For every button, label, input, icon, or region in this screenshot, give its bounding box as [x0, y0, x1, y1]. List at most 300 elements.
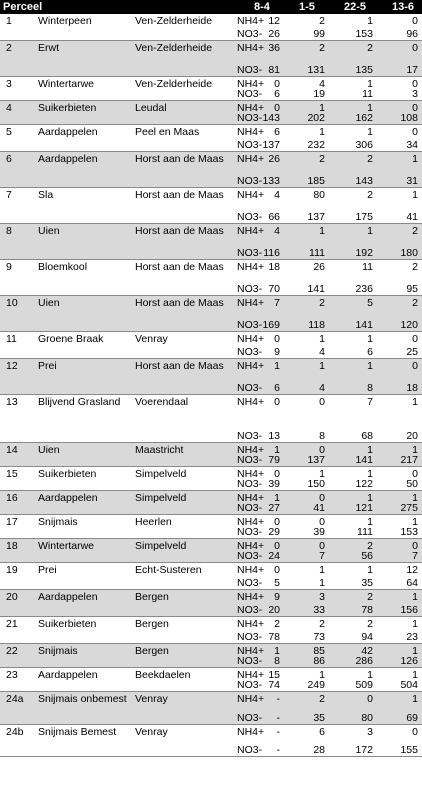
nh4-value: 0 — [367, 693, 373, 705]
row-location: Echt-Susteren — [135, 564, 202, 576]
no3-value: 202 — [307, 112, 325, 124]
no3-label: NO3- — [237, 346, 263, 358]
row-crop: Sla — [38, 189, 54, 201]
no3-value: 236 — [355, 283, 373, 295]
nh4-value: 1 — [319, 564, 325, 576]
no3-value: 7 — [412, 550, 418, 562]
nh4-value: 1 — [412, 153, 418, 165]
no3-value: 131 — [307, 64, 325, 76]
table-row — [0, 692, 422, 725]
no3-value: 41 — [313, 502, 325, 514]
row-location: Venray — [135, 333, 168, 345]
no3-label: NO3- — [237, 577, 263, 589]
no3-value: 3 — [412, 88, 418, 100]
no3-value: 50 — [406, 478, 418, 490]
nh4-value: 0 — [319, 444, 325, 456]
row-location: Venray — [135, 726, 168, 738]
row-location: Venray — [135, 693, 168, 705]
nh4-value: 12 — [268, 15, 280, 27]
table-row — [0, 332, 422, 359]
nh4-value: 1 — [367, 126, 373, 138]
nh4-value: 2 — [367, 540, 373, 552]
no3-value: 153 — [355, 28, 373, 40]
table-row — [0, 668, 422, 692]
nh4-label: NH4+ — [237, 726, 265, 738]
no3-value: 68 — [361, 430, 373, 442]
nh4-label: NH4+ — [237, 126, 265, 138]
table-row — [0, 563, 422, 590]
no3-value: 56 — [361, 550, 373, 562]
row-location: Beekdaelen — [135, 669, 191, 681]
no3-value: 99 — [313, 28, 325, 40]
nh4-value: 2 — [274, 618, 280, 630]
no3-label: NO3- — [237, 478, 263, 490]
nh4-value: 1 — [367, 15, 373, 27]
nh4-value: 1 — [274, 492, 280, 504]
row-number: 2 — [6, 42, 12, 54]
no3-value: 232 — [307, 139, 325, 151]
no3-value: 1 — [319, 577, 325, 589]
nh4-value: 2 — [319, 42, 325, 54]
nh4-value: - — [276, 693, 280, 705]
nh4-value: 1 — [367, 78, 373, 90]
no3-value: 81 — [268, 64, 280, 76]
no3-value: 137 — [307, 211, 325, 223]
nh4-value: 85 — [313, 645, 325, 657]
no3-value: 126 — [400, 655, 418, 667]
nh4-value: 2 — [412, 225, 418, 237]
header-col-3: 22-5 — [344, 1, 367, 13]
table-row — [0, 260, 422, 296]
table-row — [0, 359, 422, 395]
no3-value: 137 — [307, 454, 325, 466]
nh4-label: NH4+ — [237, 693, 265, 705]
no3-value: 306 — [355, 139, 373, 151]
row-location: Ven-Zelderheide — [135, 42, 213, 54]
no3-value: 4 — [319, 346, 325, 358]
no3-label: NO3- — [237, 211, 263, 223]
nh4-value: 2 — [367, 189, 373, 201]
nh4-value: 0 — [274, 102, 280, 114]
nh4-value: 7 — [274, 297, 280, 309]
row-crop: Aardappelen — [38, 126, 98, 138]
nh4-label: NH4+ — [237, 396, 265, 408]
row-crop: Suikerbieten — [38, 468, 97, 480]
nh4-value: 0 — [412, 78, 418, 90]
no3-value: 169 — [262, 319, 280, 331]
row-crop: Wintertarwe — [38, 540, 95, 552]
no3-value: 180 — [400, 247, 418, 259]
no3-value: 150 — [307, 478, 325, 490]
nh4-value: 2 — [367, 42, 373, 54]
nh4-value: 1 — [367, 444, 373, 456]
nh4-label: NH4+ — [237, 564, 265, 576]
no3-label: NO3- — [237, 655, 263, 667]
no3-value: 118 — [308, 319, 325, 331]
row-crop: Uien — [38, 225, 60, 237]
no3-label: NO3- — [237, 88, 263, 100]
header-col-2: 1-5 — [299, 1, 315, 13]
row-crop: Snijmais — [38, 645, 78, 657]
no3-value: 133 — [262, 175, 280, 187]
no3-label: NO3- — [237, 679, 263, 691]
no3-value: 153 — [400, 526, 418, 538]
no3-value: 172 — [355, 744, 373, 756]
row-crop: Snijmais onbemest — [38, 693, 127, 705]
nh4-value: 4 — [274, 225, 280, 237]
no3-value: 13 — [268, 430, 280, 442]
row-location: Horst aan de Maas — [135, 189, 224, 201]
table-row — [0, 443, 422, 467]
nh4-value: 1 — [319, 333, 325, 345]
nh4-label: NH4+ — [237, 645, 265, 657]
nh4-label: NH4+ — [237, 261, 265, 273]
row-number: 17 — [6, 516, 18, 528]
row-number: 22 — [6, 645, 18, 657]
nh4-label: NH4+ — [237, 189, 265, 201]
nh4-value: 1 — [319, 468, 325, 480]
row-location: Maastricht — [135, 444, 184, 456]
nh4-value: 2 — [412, 297, 418, 309]
row-location: Horst aan de Maas — [135, 261, 224, 273]
row-location: Voerendaal — [135, 396, 189, 408]
row-number: 13 — [6, 396, 18, 408]
no3-value: 155 — [400, 744, 418, 756]
row-location: Horst aan de Maas — [135, 360, 224, 372]
header-col-1: 8-4 — [254, 1, 270, 13]
no3-value: 162 — [355, 112, 373, 124]
row-number: 7 — [6, 189, 12, 201]
nh4-value: 0 — [274, 516, 280, 528]
row-location: Bergen — [135, 591, 169, 603]
no3-value: 29 — [268, 526, 280, 538]
no3-value: 86 — [313, 655, 325, 667]
no3-value: 122 — [355, 478, 373, 490]
no3-value: - — [276, 712, 280, 724]
row-crop: Wintertarwe — [38, 78, 95, 90]
no3-value: 73 — [313, 631, 325, 643]
nh4-value: 1 — [412, 516, 418, 528]
nh4-label: NH4+ — [237, 225, 265, 237]
table-row — [0, 101, 422, 125]
nh4-value: 1 — [274, 444, 280, 456]
row-crop: Suikerbieten — [38, 102, 97, 114]
no3-value: 66 — [268, 211, 280, 223]
no3-label: NO3- — [237, 112, 263, 124]
nh4-value: 0 — [274, 78, 280, 90]
no3-value: 96 — [406, 28, 418, 40]
nh4-value: 1 — [367, 468, 373, 480]
no3-value: 5 — [274, 577, 280, 589]
nh4-label: NH4+ — [237, 540, 265, 552]
nh4-label: NH4+ — [237, 516, 265, 528]
row-number: 15 — [6, 468, 18, 480]
nh4-value: 26 — [268, 153, 280, 165]
row-number: 8 — [6, 225, 12, 237]
no3-value: 78 — [268, 631, 280, 643]
no3-value: 41 — [406, 211, 418, 223]
table-header — [0, 0, 422, 14]
no3-value: 175 — [355, 211, 373, 223]
no3-value: 286 — [355, 655, 373, 667]
no3-label: NO3- — [237, 139, 263, 151]
row-number: 3 — [6, 78, 12, 90]
table-row — [0, 125, 422, 152]
nh4-value: 1 — [274, 360, 280, 372]
no3-value: 34 — [406, 139, 418, 151]
nh4-value: 1 — [319, 126, 325, 138]
no3-value: 94 — [361, 631, 373, 643]
nh4-value: 6 — [274, 126, 280, 138]
no3-value: 19 — [313, 88, 325, 100]
nh4-value: 9 — [274, 591, 280, 603]
no3-value: 7 — [319, 550, 325, 562]
row-crop: Groene Braak — [38, 333, 104, 345]
table-row — [0, 224, 422, 260]
row-location: Horst aan de Maas — [135, 297, 224, 309]
nh4-value: 2 — [319, 15, 325, 27]
no3-value: 156 — [400, 604, 418, 616]
nh4-label: NH4+ — [237, 618, 265, 630]
table-row — [0, 188, 422, 224]
no3-value: 192 — [355, 247, 373, 259]
no3-value: 249 — [307, 679, 325, 691]
no3-value: 509 — [355, 679, 373, 691]
row-location: Simpelveld — [135, 468, 187, 480]
no3-value: 64 — [406, 577, 418, 589]
table-row — [0, 515, 422, 539]
row-number: 6 — [6, 153, 12, 165]
nh4-value: 1 — [274, 645, 280, 657]
no3-label: NO3- — [237, 744, 263, 756]
nh4-label: NH4+ — [237, 78, 265, 90]
nh4-value: 4 — [274, 189, 280, 201]
nh4-value: 1 — [367, 225, 373, 237]
no3-value: 78 — [361, 604, 373, 616]
row-crop: Bloemkool — [38, 261, 88, 273]
nh4-value: 0 — [319, 396, 325, 408]
no3-value: 111 — [309, 247, 325, 259]
row-location: Bergen — [135, 645, 169, 657]
no3-value: 111 — [357, 526, 373, 538]
no3-value: 121 — [355, 502, 373, 514]
nh4-value: 1 — [412, 396, 418, 408]
no3-value: 141 — [355, 454, 373, 466]
no3-label: NO3- — [237, 430, 263, 442]
nh4-value: 2 — [367, 153, 373, 165]
table-row — [0, 644, 422, 668]
nh4-value: 0 — [412, 360, 418, 372]
row-number: 5 — [6, 126, 12, 138]
nh4-value: 2 — [412, 261, 418, 273]
row-number: 21 — [6, 618, 18, 630]
no3-value: 39 — [313, 526, 325, 538]
header-perceel: Perceel — [3, 1, 43, 13]
no3-label: NO3- — [237, 382, 263, 394]
nh4-value: 2 — [319, 693, 325, 705]
nh4-value: 3 — [319, 591, 325, 603]
no3-label: NO3- — [237, 550, 263, 562]
nh4-value: 18 — [268, 261, 280, 273]
table-row — [0, 77, 422, 101]
row-crop: Snijmais — [38, 516, 78, 528]
nh4-value: 1 — [412, 645, 418, 657]
nh4-value: 0 — [412, 468, 418, 480]
nh4-label: NH4+ — [237, 297, 265, 309]
table-row — [0, 296, 422, 332]
no3-value: 28 — [313, 744, 325, 756]
nh4-value: 1 — [412, 693, 418, 705]
row-number: 12 — [6, 360, 18, 372]
table-body — [0, 14, 422, 757]
row-crop: Snijmais Bemest — [38, 726, 117, 738]
no3-label: NO3- — [237, 454, 263, 466]
nh4-value: 42 — [361, 645, 373, 657]
no3-value: 27 — [268, 502, 280, 514]
no3-label: NO3- — [237, 28, 263, 40]
no3-value: 31 — [406, 175, 418, 187]
no3-value: 95 — [406, 283, 418, 295]
row-number: 24b — [6, 726, 24, 738]
nh4-value: 0 — [274, 540, 280, 552]
no3-value: 120 — [400, 319, 418, 331]
table-row — [0, 725, 422, 757]
no3-label: NO3- — [237, 283, 263, 295]
table-row — [0, 395, 422, 443]
nh4-label: NH4+ — [237, 15, 265, 27]
nh4-value: 1 — [412, 492, 418, 504]
row-number: 9 — [6, 261, 12, 273]
no3-label: NO3- — [237, 526, 263, 538]
no3-value: 108 — [400, 112, 418, 124]
nh4-value: 1 — [367, 516, 373, 528]
no3-label: NO3- — [237, 631, 263, 643]
nh4-value: 2 — [319, 618, 325, 630]
no3-value: 18 — [406, 382, 418, 394]
nh4-label: NH4+ — [237, 468, 265, 480]
table-row — [0, 539, 422, 563]
row-number: 24a — [6, 693, 24, 705]
no3-value: 26 — [268, 28, 280, 40]
row-crop: Winterpeen — [38, 15, 92, 27]
nh4-value: 1 — [367, 564, 373, 576]
row-crop: Aardappelen — [38, 669, 98, 681]
row-number: 14 — [6, 444, 18, 456]
table-row — [0, 41, 422, 77]
nh4-value: 1 — [412, 669, 418, 681]
row-location: Simpelveld — [135, 492, 187, 504]
nh4-value: 1 — [412, 591, 418, 603]
row-location: Peel en Maas — [135, 126, 200, 138]
nh4-value: 1 — [319, 225, 325, 237]
row-crop: Uien — [38, 297, 60, 309]
no3-value: 8 — [274, 655, 280, 667]
nh4-value: 1 — [412, 618, 418, 630]
no3-value: 80 — [361, 712, 373, 724]
nh4-value: 2 — [367, 618, 373, 630]
nh4-value: 0 — [412, 333, 418, 345]
no3-value: 35 — [361, 577, 373, 589]
table-row — [0, 617, 422, 644]
nh4-value: 0 — [412, 42, 418, 54]
nh4-value: 1 — [412, 189, 418, 201]
header-col-4: 13-6 — [392, 1, 415, 13]
nh4-value: 12 — [406, 564, 418, 576]
table-row — [0, 491, 422, 515]
row-location: Leudal — [135, 102, 167, 114]
row-number: 16 — [6, 492, 18, 504]
nh4-value: 7 — [367, 396, 373, 408]
nh4-value: 1 — [367, 492, 373, 504]
no3-value: 4 — [319, 382, 325, 394]
nh4-value: 1 — [367, 669, 373, 681]
no3-value: 143 — [262, 112, 280, 124]
nh4-value: 0 — [319, 492, 325, 504]
row-location: Horst aan de Maas — [135, 225, 224, 237]
row-crop: Blijvend Grasland — [38, 396, 121, 408]
no3-label: NO3- — [237, 502, 263, 514]
nh4-value: 1 — [367, 360, 373, 372]
row-number: 23 — [6, 669, 18, 681]
row-number: 11 — [6, 333, 17, 345]
nh4-label: NH4+ — [237, 153, 265, 165]
row-location: Ven-Zelderheide — [135, 15, 213, 27]
row-number: 19 — [6, 564, 18, 576]
nh4-value: 0 — [412, 540, 418, 552]
row-location: Simpelveld — [135, 540, 187, 552]
nh4-value: 0 — [274, 396, 280, 408]
no3-label: NO3- — [237, 175, 263, 187]
no3-value: 8 — [319, 430, 325, 442]
no3-value: 143 — [355, 175, 373, 187]
nh4-value: 0 — [319, 516, 325, 528]
row-location: Bergen — [135, 618, 169, 630]
nh4-value: 0 — [412, 102, 418, 114]
nh4-label: NH4+ — [237, 42, 265, 54]
no3-value: 6 — [274, 88, 280, 100]
nh4-value: 0 — [274, 333, 280, 345]
no3-value: 141 — [355, 319, 373, 331]
nh4-value: 1 — [319, 102, 325, 114]
nh4-value: 3 — [367, 726, 373, 738]
nh4-value: 0 — [274, 468, 280, 480]
row-crop: Uien — [38, 444, 60, 456]
no3-label: NO3- — [237, 64, 263, 76]
nh4-value: 6 — [319, 726, 325, 738]
row-number: 4 — [6, 102, 12, 114]
no3-value: 137 — [262, 139, 280, 151]
nh4-value: 2 — [319, 153, 325, 165]
nh4-value: 0 — [412, 15, 418, 27]
no3-value: 116 — [263, 247, 280, 259]
row-number: 10 — [6, 297, 18, 309]
row-crop: Prei — [38, 564, 57, 576]
row-crop: Suikerbieten — [38, 618, 97, 630]
nh4-label: NH4+ — [237, 669, 265, 681]
table-row — [0, 467, 422, 491]
row-number: 18 — [6, 540, 18, 552]
no3-value: 217 — [400, 454, 418, 466]
no3-label: NO3- — [237, 604, 263, 616]
nh4-value: 0 — [319, 540, 325, 552]
no3-value: 24 — [268, 550, 280, 562]
no3-value: 6 — [367, 346, 373, 358]
no3-value: 35 — [313, 712, 325, 724]
no3-value: 141 — [307, 283, 325, 295]
nh4-value: 0 — [412, 126, 418, 138]
nh4-value: - — [276, 726, 280, 738]
no3-value: 6 — [274, 382, 280, 394]
